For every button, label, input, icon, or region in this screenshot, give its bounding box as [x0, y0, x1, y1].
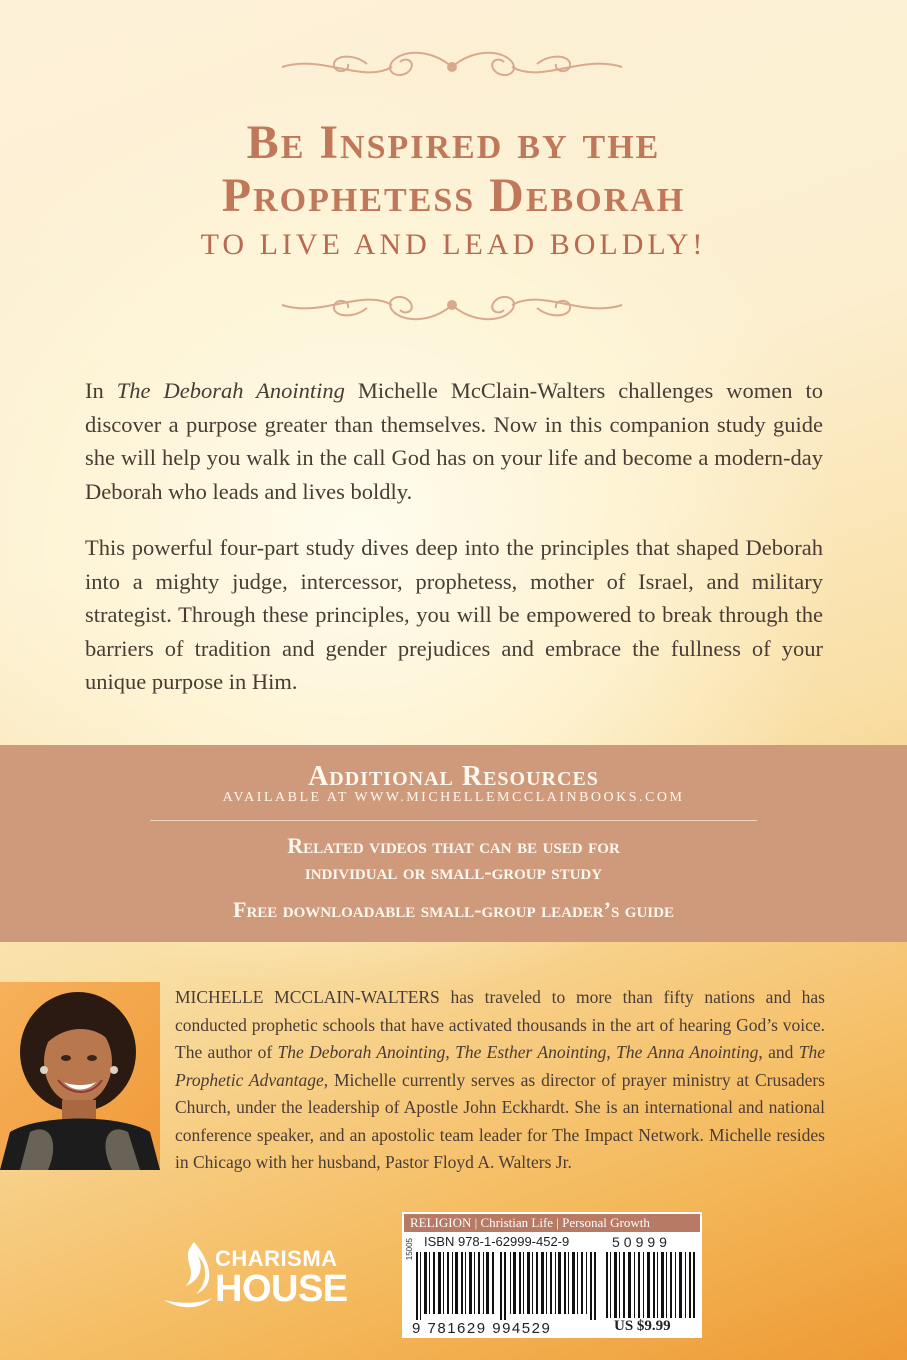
barcode-box — [402, 1212, 702, 1338]
description-paragraph-1: In The Deborah Anointing Michelle McClain-Walters challenges women to discover a purpose greater than themselves. Now in this companion study guide she will help you walk in the call God has on your life and become a modern-day Deborah who leads and lives boldly. — [85, 378, 823, 504]
price-code: 50999 — [612, 1234, 671, 1250]
bottom-flourish-ornament — [272, 282, 632, 328]
headline-line-2: Prophetess Deborah — [221, 169, 686, 222]
resources-title: Additional Resources — [308, 761, 599, 792]
resources-band — [0, 745, 907, 942]
author-name: MICHELLE MCCLAIN-WALTERS — [175, 987, 440, 1007]
isbn-label: ISBN 978-1-62999-452-9 — [424, 1234, 570, 1249]
barcode-number: 9 781629 994529 — [412, 1320, 552, 1337]
resources-website: AVAILABLE AT WWW.MICHELLEMCCLAINBOOKS.COM — [222, 790, 685, 805]
price-barcode-icon — [606, 1252, 696, 1318]
book-title: The Deborah Anointing — [116, 378, 345, 403]
publisher-name-line-1: CHARISMA — [215, 1246, 338, 1271]
resource-item-leaders-guide: Free downloadable small-group leader’s guide — [233, 897, 674, 922]
resources-divider — [150, 820, 757, 821]
barcode-side-code: 15005 — [405, 1238, 414, 1261]
author-bio: MICHELLE MCCLAIN-WALTERS has traveled to more than fifty nations and has conducted prophetic schools that have activated thousands in the art of hearing God’s voice. The author of The Deborah Anointing, The Esther Anointing, The Anna Anointing, and The Prophetic Advantage, Michelle currently serves as director of prayer ministry at Crusaders Church, under the leadership of Apostle John Eckhardt. She is an international and national conference speaker, and an apostolic team leader for The Impact Network. Michelle resides in Chicago with her husband, Pastor Floyd A. Walters Jr. — [175, 987, 825, 1172]
isbn-barcode-icon — [416, 1252, 596, 1320]
author-photo — [0, 982, 160, 1170]
resource-item-videos-line-2: individual or small-group study — [304, 859, 603, 884]
bisac-category: RELIGION | Christian Life | Personal Growth — [404, 1214, 700, 1232]
headline-line-3: TO LIVE AND LEAD BOLDLY! — [200, 228, 707, 261]
publisher-name-line-2: HOUSE — [215, 1268, 348, 1310]
description-paragraph-2: This powerful four-part study dives deep into the principles that shaped Deborah into a mighty judge, intercessor, prophetess, mother of Israel, and military strategist. Through these principles, you will be empowered to break through the barriers of tradition and gender prejudices and embrace the fullness of your unique purpose in Him. — [85, 535, 823, 694]
headline-line-1: Be Inspired by the — [246, 116, 661, 169]
resource-item-videos-line-1: Related videos that can be used for — [287, 833, 620, 858]
top-flourish-ornament — [272, 44, 632, 90]
retail-price: US $9.99 — [614, 1318, 671, 1334]
